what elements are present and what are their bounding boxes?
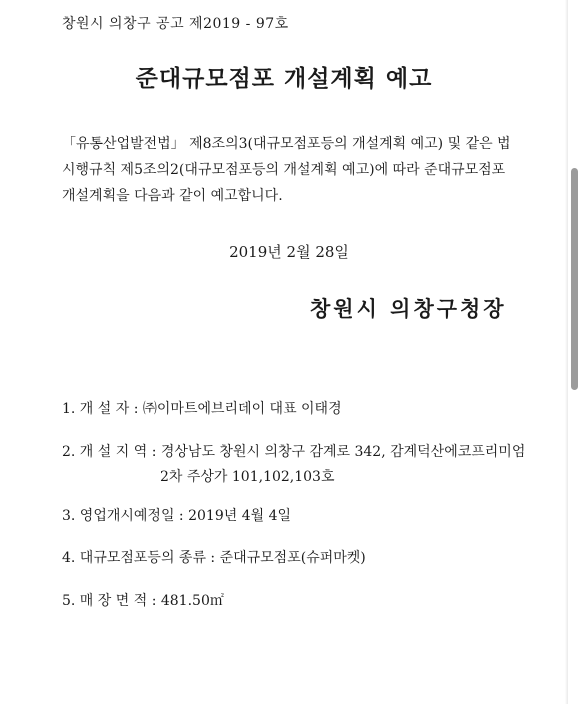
body-line: 시행규칙 제5조의2(대규모점포등의 개설계획 예고)에 따라 준대규모점포 — [62, 162, 506, 178]
item-text: 2. 개 설 지 역 : 경상남도 창원시 의창구 감계로 342, 감계덕산에코프리미엄 — [62, 444, 526, 460]
item-text: 1. 개 설 자 : ㈜이마트에브리데이 대표 이태경 — [62, 401, 342, 417]
item-text: 4. 대규모점포등의 종류 : 준대규모점포(슈퍼마켓) — [62, 550, 366, 566]
item-opener — [62, 398, 342, 418]
item-opening-date — [62, 505, 291, 525]
body-line: 개설계획을 다음과 같이 예고합니다. — [62, 188, 283, 204]
item-text-continued: 2차 주상가 101,102,103호 — [160, 469, 335, 485]
notice-number: 창원시 의창구 공고 제2019 - 97호 — [62, 16, 289, 32]
item-text: 5. 매 장 면 적 : 481.50㎡ — [62, 593, 224, 609]
item-location — [62, 441, 525, 486]
scrollbar-thumb[interactable] — [571, 168, 578, 390]
issuer-name: 창원시 의창구청장 — [310, 296, 507, 321]
notice-date: 2019년 2월 28일 — [229, 243, 349, 261]
notice-body — [62, 131, 524, 209]
document-title: 준대규모점포 개설계획 예고 — [135, 65, 433, 92]
item-text: 3. 영업개시예정일 : 2019년 4월 4일 — [62, 508, 292, 524]
body-line: 「유통산업발전법」 제8조의3(대규모점포등의 개설계획 예고) 및 같은 법 — [62, 136, 511, 152]
item-store-type — [62, 547, 366, 567]
scrollbar-track[interactable] — [568, 0, 580, 704]
item-floor-area — [62, 590, 224, 610]
